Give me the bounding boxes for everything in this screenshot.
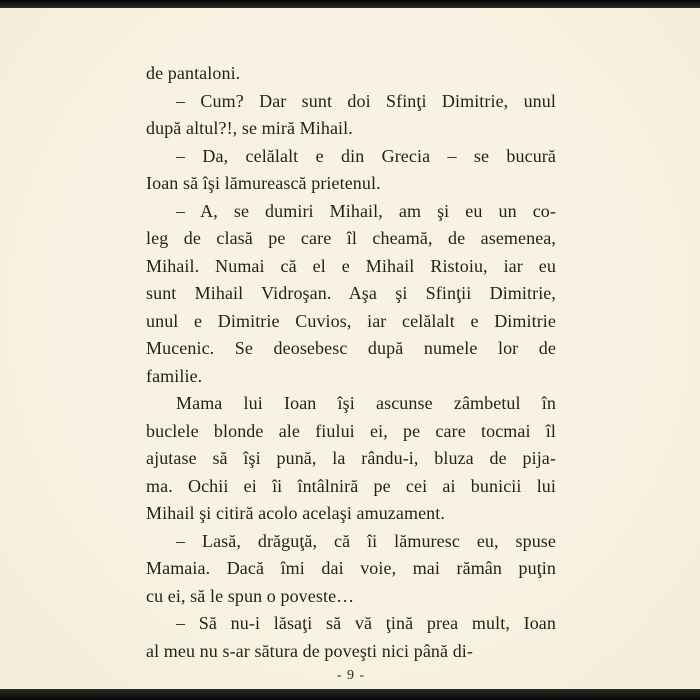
page-number: - 9 - [336, 668, 366, 683]
bottom-bar [0, 689, 700, 700]
text-line: – Lasă, drăguţă, că îi lămuresc eu, spuse [176, 530, 556, 551]
text-line: Ioan să îşi lămurească prietenul. [146, 173, 381, 193]
text-line: – Da, celălalt e din Grecia – se bucură [176, 145, 556, 166]
text-line: ajutase să îşi pună, la rându-i, bluza de pija- [146, 448, 556, 468]
text-line: sunt Mihail Vidroşan. Aşa şi Sfinţii Dimitrie, [146, 283, 556, 303]
text-line: de pantaloni. [146, 63, 241, 83]
text-line: după altul?!, se miră Mihail. [146, 118, 353, 138]
text-line: Mama lui Ioan îşi ascunse zâmbetul în [176, 393, 556, 413]
text-line: unul e Dimitrie Cuvios, iar celălalt e Dimitrie [146, 310, 556, 331]
text-line: buclele blonde ale fiului ei, pe care tocmai îl [146, 420, 556, 441]
book-page [0, 8, 700, 689]
text-line: al meu nu s-ar sătura de poveşti nici până di- [146, 640, 473, 661]
text-line: Mihail şi citiră acolo acelaşi amuzament. [146, 503, 445, 523]
text-line: – A, se dumiri Mihail, am şi eu un co- [176, 200, 556, 221]
top-bar [0, 0, 700, 8]
text-line: ma. Ochii ei îi întâlniră pe cei ai bunicii lui [146, 475, 556, 496]
text-line: familie. [146, 365, 203, 386]
text-block [146, 60, 556, 665]
text-line: leg de clasă pe care îl cheamă, de asemenea, [146, 228, 556, 248]
text-line: Mucenic. Se deosebesc după numele lor de [146, 338, 556, 358]
text-line: Mihail. Numai că el e Mihail Ristoiu, iar eu [146, 255, 556, 276]
text-line: – Cum? Dar sunt doi Sfinţi Dimitrie, unul [176, 90, 556, 111]
text-line: – Să nu-i lăsaţi să vă ţină prea mult, Ioan [176, 613, 556, 633]
text-line: Mamaia. Dacă îmi dai voie, mai rămân puţin [146, 558, 556, 578]
text-line: cu ei, să le spun o poveste… [146, 585, 355, 606]
